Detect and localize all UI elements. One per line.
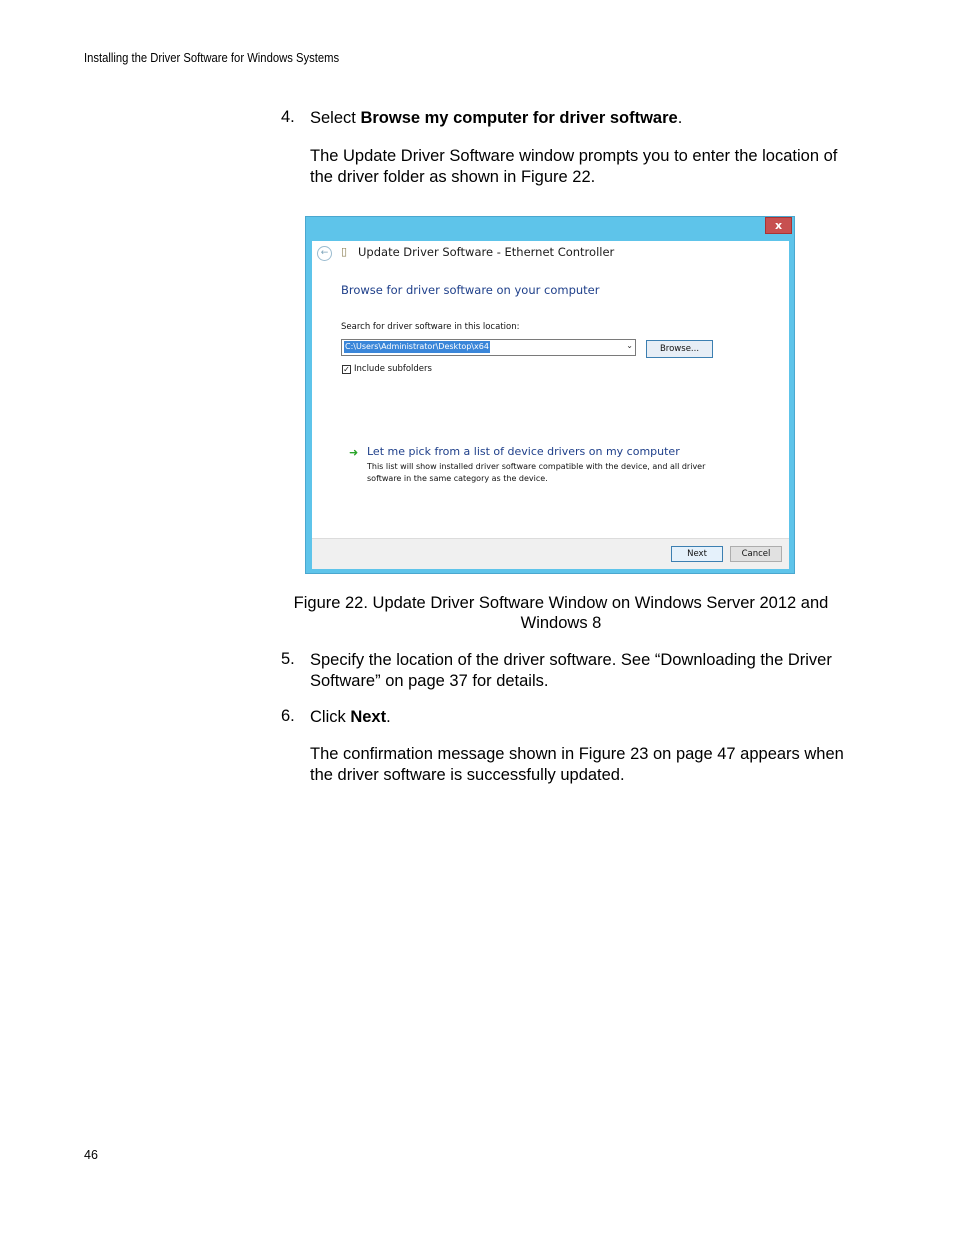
next-button[interactable]: Next [671, 546, 723, 562]
step-4-number: 4. [281, 108, 295, 126]
browse-button[interactable]: Browse... [646, 340, 713, 358]
figure-caption: Figure 22. Update Driver Software Window on Windows Server 2012 and Windows 8 [293, 594, 829, 632]
dialog-titlebar [312, 241, 789, 266]
device-icon: ▯ [341, 245, 348, 258]
pick-from-list-link[interactable]: Let me pick from a list of device drivers on my computer [367, 445, 680, 458]
step-6-text [310, 707, 850, 728]
step-4-bold: Browse my computer for driver software [360, 109, 678, 127]
dialog-content [312, 267, 789, 538]
page-number: 46 [84, 1148, 98, 1162]
pick-from-list-description: This list will show installed driver software compatible with the device, and all driver software in the same category as the device. [367, 462, 706, 483]
dialog-footer [312, 538, 789, 569]
cancel-button[interactable]: Cancel [730, 546, 782, 562]
step-4-text [310, 108, 850, 129]
paragraph-after-step-6: The confirmation message shown in Figure 23 on page 47 appears when the driver software is successfully updated. [310, 745, 844, 784]
dialog-heading: Browse for driver software on your computer [341, 283, 600, 297]
search-location-label: Search for driver software in this location: [341, 322, 520, 332]
step-6-prefix: Click [310, 708, 351, 726]
paragraph-after-step-4: The Update Driver Software window prompts you to enter the location of the driver folder as shown in Figure 22. [310, 147, 838, 186]
include-subfolders-label[interactable]: Include subfolders [354, 364, 432, 374]
step-6-number: 6. [281, 707, 295, 725]
dialog-client-area [312, 241, 789, 569]
update-driver-dialog [305, 216, 795, 574]
chevron-down-icon[interactable]: ⌄ [626, 341, 633, 350]
path-combobox[interactable] [341, 339, 636, 356]
step-6-bold: Next [350, 708, 387, 726]
back-arrow-icon[interactable]: ← [317, 246, 332, 261]
step-5-text: Specify the location of the driver software. See “Downloading the Driver Software” on page 37 for details. [310, 651, 832, 690]
step-4-suffix: . [677, 109, 683, 127]
step-5-number: 5. [281, 650, 295, 668]
include-subfolders-checkbox[interactable]: ✓ [343, 365, 350, 374]
green-arrow-icon: ➜ [349, 446, 359, 459]
step-4-prefix: Select [310, 109, 361, 127]
path-input-value[interactable]: C:\Users\Administrator\Desktop\x64 [345, 342, 489, 351]
step-6-suffix: . [386, 708, 391, 726]
close-button[interactable]: x [765, 217, 792, 234]
running-header: Installing the Driver Software for Windows Systems [84, 51, 340, 65]
dialog-title: Update Driver Software - Ethernet Controller [358, 245, 615, 259]
